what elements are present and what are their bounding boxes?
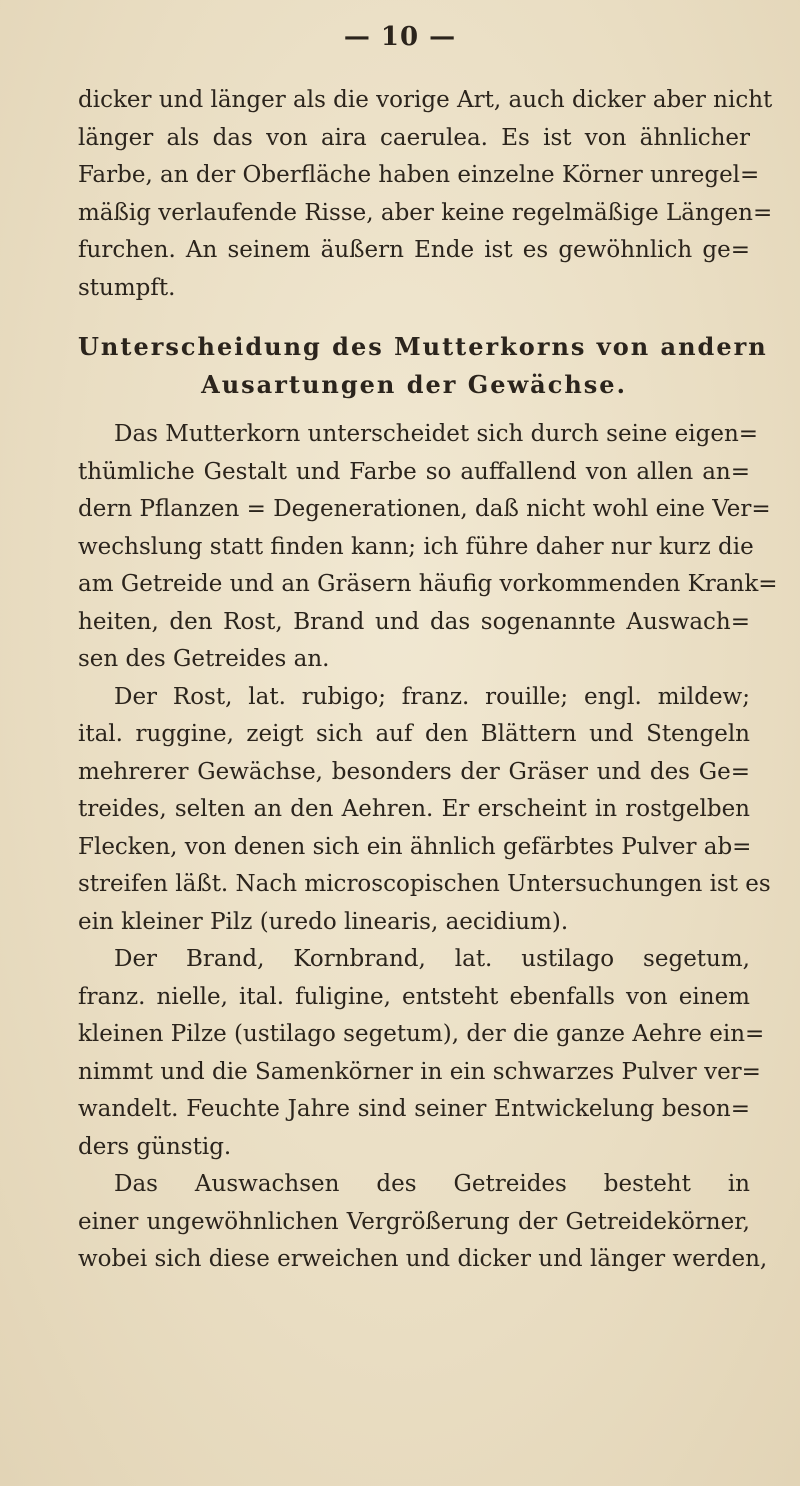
text-line: ital. ruggine, zeigt sich auf den Blättern und Stengeln [78, 721, 750, 747]
heading-line: Ausartungen der Gewächse. [201, 370, 627, 399]
text-line: Der Rost, lat. rubigo; franz. rouille; engl. mildew; [114, 683, 750, 710]
page-number: — 10 — [343, 22, 457, 52]
heading-line: Unterscheidung des Mutterkorns von andern [78, 332, 768, 361]
paragraph-brand [78, 941, 765, 1166]
text-line: nimmt und die Samenkörner in ein schwarzes Pulver ver= [78, 1058, 761, 1085]
text-line: am Getreide und an Gräsern häufig vorkommenden Krank= [78, 571, 778, 597]
text-line: wobei sich diese erweichen und dicker und länger werden, [78, 1246, 768, 1272]
text-line: franz. nielle, ital. fuligine, entsteht ebenfalls von einem [78, 983, 750, 1010]
intro-paragraph [78, 82, 773, 307]
text-line: dern Pflanzen = Degenerationen, daß nicht wohl eine Ver= [78, 496, 771, 522]
paragraph-auswachsen [78, 1166, 768, 1279]
text-line: sen des Getreides an. [78, 646, 330, 672]
text-line: furchen. An seinem äußern Ende ist es gewöhnlich ge= [78, 237, 750, 263]
text-line: mäßig verlaufende Risse, aber keine regelmäßige Längen= [78, 199, 773, 226]
text-line: kleinen Pilze (ustilago segetum), der die ganze Aehre ein= [78, 1021, 765, 1047]
text-line: Das Auswachsen des Getreides besteht in [114, 1171, 750, 1197]
text-line: Flecken, von denen sich ein ähnlich gefärbtes Pulver ab= [78, 833, 752, 860]
text-line: heiten, den Rost, Brand und das sogenannte Auswach= [78, 608, 750, 635]
paragraph-mutterkorn [78, 416, 778, 679]
text-line: Der Brand, Kornbrand, lat. ustilago segetum, [114, 946, 750, 972]
text-line: stumpft. [78, 274, 176, 301]
text-line: streifen läßt. Nach microscopischen Untersuchungen ist es [78, 871, 771, 897]
text-line: treides, selten an den Aehren. Er erscheint in rostgelben [78, 796, 750, 822]
page-text [78, 82, 778, 1279]
text-line: dicker und länger als die vorige Art, auch dicker aber nicht [78, 87, 773, 113]
text-line: wechslung statt finden kann; ich führe daher nur kurz die [78, 533, 754, 560]
text-line: Das Mutterkorn unterscheidet sich durch seine eigen= [114, 421, 759, 447]
text-line: wandelt. Feuchte Jahre sind seiner Entwickelung beson= [78, 1096, 750, 1122]
text-line: thümliche Gestalt und Farbe so auffallend von allen an= [78, 458, 750, 485]
text-line: mehrerer Gewächse, besonders der Gräser und des Ge= [78, 758, 750, 785]
section-heading [78, 328, 768, 404]
text-line: ders günstig. [78, 1133, 232, 1160]
text-line: ein kleiner Pilz (uredo linearis, aecidium). [78, 908, 569, 935]
text-line: einer ungewöhnlichen Vergrößerung der Getreidekörner, [78, 1208, 750, 1235]
text-line: länger als das von aira caerulea. Es ist von ähnlicher [78, 124, 750, 151]
paragraph-rost [78, 679, 771, 942]
text-line: Farbe, an der Oberfläche haben einzelne Körner unregel= [78, 162, 760, 188]
